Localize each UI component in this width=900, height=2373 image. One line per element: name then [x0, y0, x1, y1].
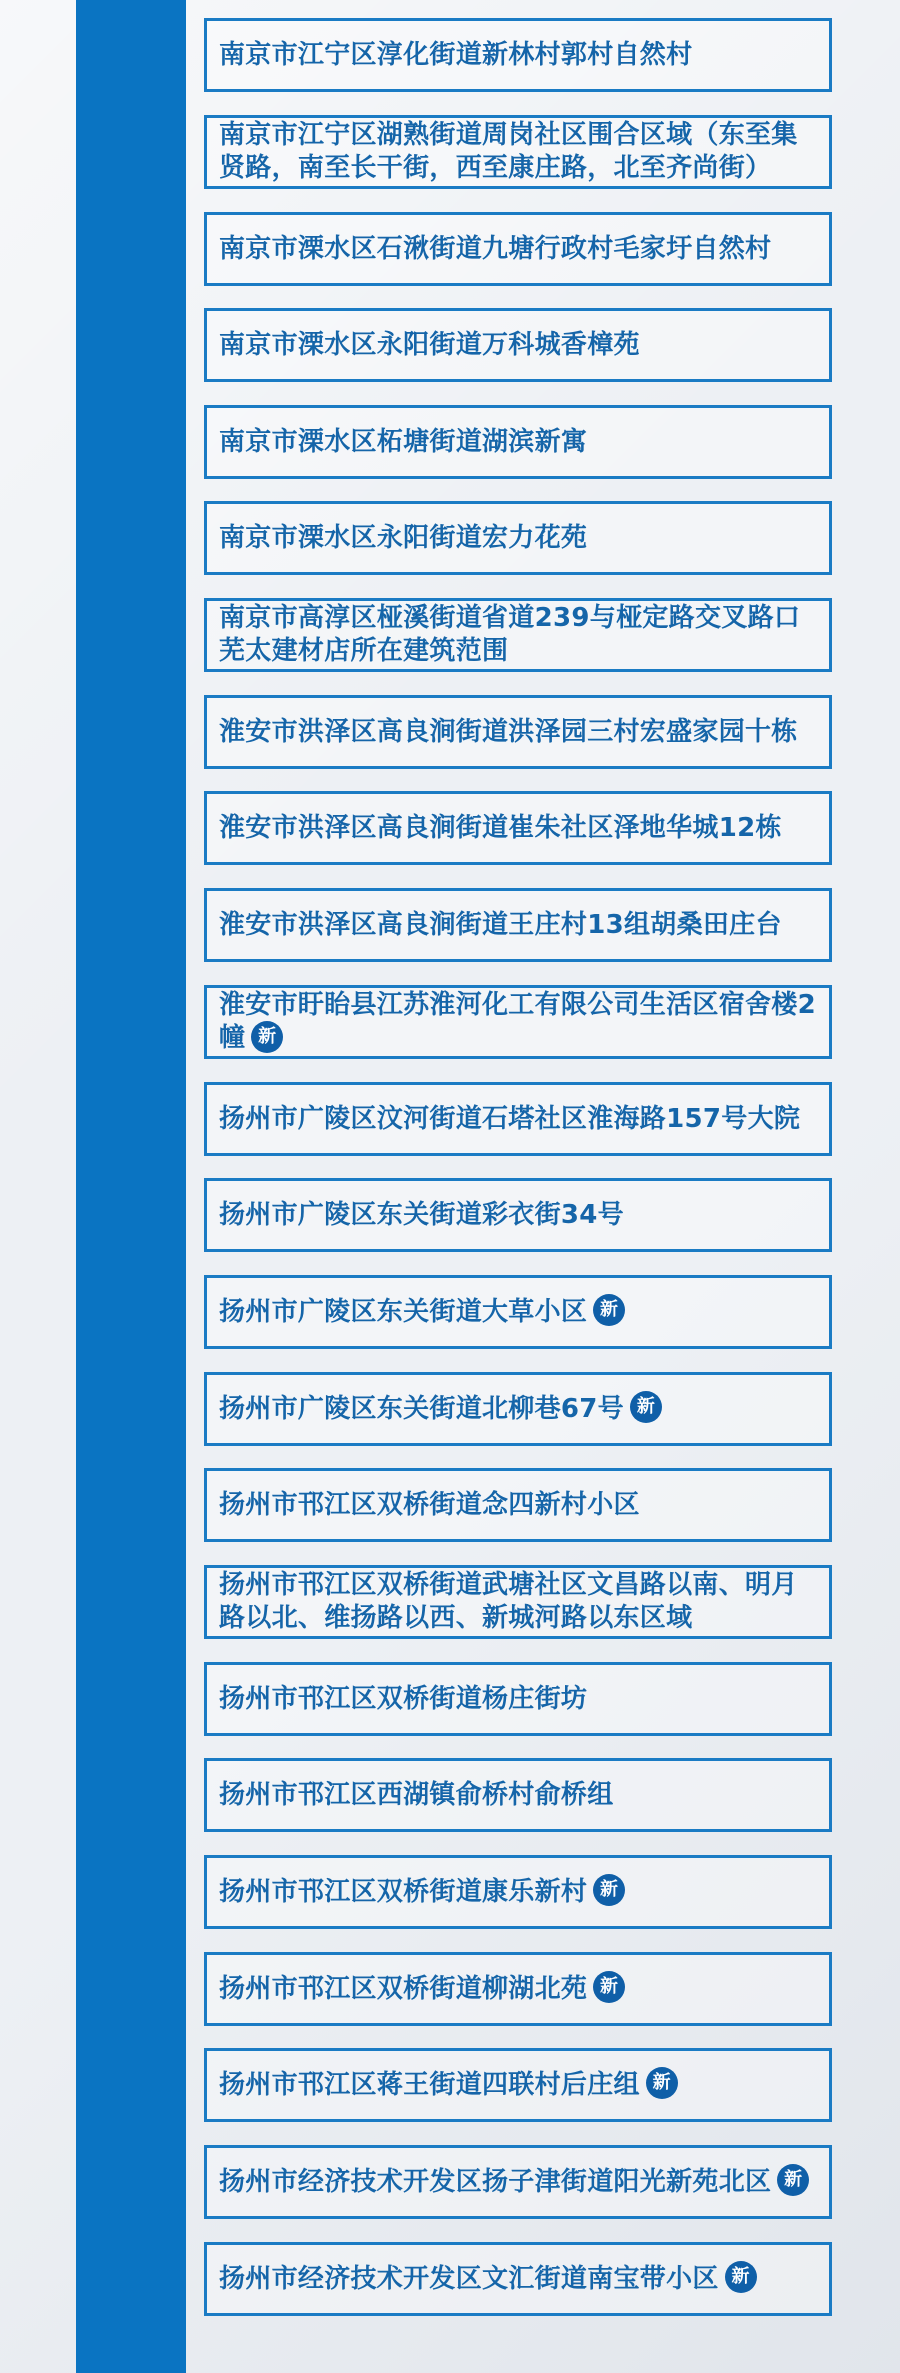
list-item [204, 1178, 832, 1252]
list-item [204, 888, 832, 962]
list-item-text: 扬州市邗江区双桥街道康乐新村 [219, 1876, 588, 1907]
list-item [204, 18, 832, 92]
list-item-content [219, 1683, 587, 1716]
list-item-text: 扬州市邗江区双桥街道杨庄街坊 [219, 1683, 588, 1714]
list-item-text: 淮安市洪泽区高良涧街道崔朱社区泽地华城12栋 [219, 812, 782, 843]
list-item-content [219, 1876, 625, 1909]
list-item-text: 南京市溧水区永阳街道宏力花苑 [219, 522, 588, 553]
list-item-text: 淮安市盱眙县江苏淮河化工有限公司生活区宿舍楼2幢 [219, 990, 816, 1053]
list-item-content [219, 2263, 757, 2296]
list-item [204, 1855, 832, 1929]
list-item-text: 南京市高淳区桠溪街道省道239与桠定路交叉路口芜太建材店所在建筑范围 [219, 603, 801, 666]
list-item-text: 扬州市邗江区蒋王街道四联村后庄组 [219, 2069, 640, 2100]
new-badge: 新 [630, 1391, 662, 1423]
list-item-content [219, 716, 798, 749]
list-item-content [219, 1393, 662, 1426]
list-item-content [219, 1103, 800, 1136]
new-badge: 新 [593, 1294, 625, 1326]
list-item-content [219, 2069, 678, 2102]
list-item-text: 扬州市邗江区双桥街道柳湖北苑 [219, 1973, 588, 2004]
list-item [204, 1952, 832, 2026]
list-item [204, 212, 832, 286]
list-item [204, 2145, 832, 2219]
new-badge: 新 [725, 2261, 757, 2293]
list-item [204, 1468, 832, 1542]
new-badge: 新 [777, 2164, 809, 2196]
list-item [204, 1275, 832, 1349]
list-item [204, 115, 832, 189]
list-item-text: 南京市江宁区淳化街道新林村郭村自然村 [219, 39, 693, 70]
list-item-text: 南京市溧水区永阳街道万科城香樟苑 [219, 329, 640, 360]
new-badge: 新 [593, 1874, 625, 1906]
list-item-content [219, 119, 819, 185]
list-item-text: 扬州市邗江区双桥街道武塘社区文昌路以南、明月路以北、维扬路以西、新城河路以东区域 [219, 1570, 798, 1633]
list-item-content [219, 1569, 819, 1635]
list-item [204, 1565, 832, 1639]
list-item-content [219, 39, 692, 72]
list-item-text: 扬州市邗江区西湖镇俞桥村俞桥组 [219, 1779, 614, 1810]
list-item-text: 淮安市洪泽区高良涧街道王庄村13组胡桑田庄台 [219, 909, 782, 940]
list-item-content [219, 2166, 809, 2199]
list-item [204, 695, 832, 769]
list-item-content [219, 522, 587, 555]
list-item [204, 1082, 832, 1156]
list-item-content [219, 233, 771, 266]
list-item [204, 2048, 832, 2122]
list-item [204, 791, 832, 865]
list-item-content [219, 812, 782, 845]
list-item-text: 南京市溧水区柘塘街道湖滨新寓 [219, 426, 588, 457]
list-item-text: 扬州市邗江区双桥街道念四新村小区 [219, 1489, 640, 1520]
list-item-content [219, 1296, 625, 1329]
list-item-text: 扬州市广陵区东关街道大草小区 [219, 1296, 588, 1327]
list-item-text: 扬州市经济技术开发区文汇街道南宝带小区 [219, 2263, 719, 2294]
list-item-text: 南京市溧水区石湫街道九塘行政村毛家圩自然村 [219, 233, 772, 264]
list-item-content [219, 602, 819, 668]
list-item-text: 扬州市广陵区东关街道彩衣街34号 [219, 1199, 624, 1230]
new-badge: 新 [593, 1971, 625, 2003]
list-item-text: 淮安市洪泽区高良涧街道洪泽园三村宏盛家园十栋 [219, 716, 798, 747]
list-item-content [219, 1779, 614, 1812]
list-item [204, 501, 832, 575]
list-item-content [219, 1973, 625, 2006]
new-badge: 新 [251, 1021, 283, 1053]
list-item [204, 1372, 832, 1446]
list-item-text: 扬州市经济技术开发区扬子津街道阳光新苑北区 [219, 2166, 772, 2197]
list-item [204, 985, 832, 1059]
list-item-content [219, 1199, 624, 1232]
list-item-text: 扬州市广陵区东关街道北柳巷67号 [219, 1393, 624, 1424]
list-item-content [219, 989, 819, 1055]
list-item [204, 1758, 832, 1832]
list-item-content [219, 909, 782, 942]
list-item [204, 2242, 832, 2316]
list-item-text: 扬州市广陵区汶河街道石塔社区淮海路157号大院 [219, 1103, 801, 1134]
list-item-content [219, 1489, 640, 1522]
list-item-content [219, 426, 587, 459]
list-item-text: 南京市江宁区湖熟街道周岗社区围合区域（东至集贤路，南至长干街，西至康庄路，北至齐尚街） [219, 120, 798, 183]
new-badge: 新 [646, 2067, 678, 2099]
list-item [204, 308, 832, 382]
list-item [204, 1662, 832, 1736]
list-item [204, 598, 832, 672]
list-item-content [219, 329, 640, 362]
list-item [204, 405, 832, 479]
